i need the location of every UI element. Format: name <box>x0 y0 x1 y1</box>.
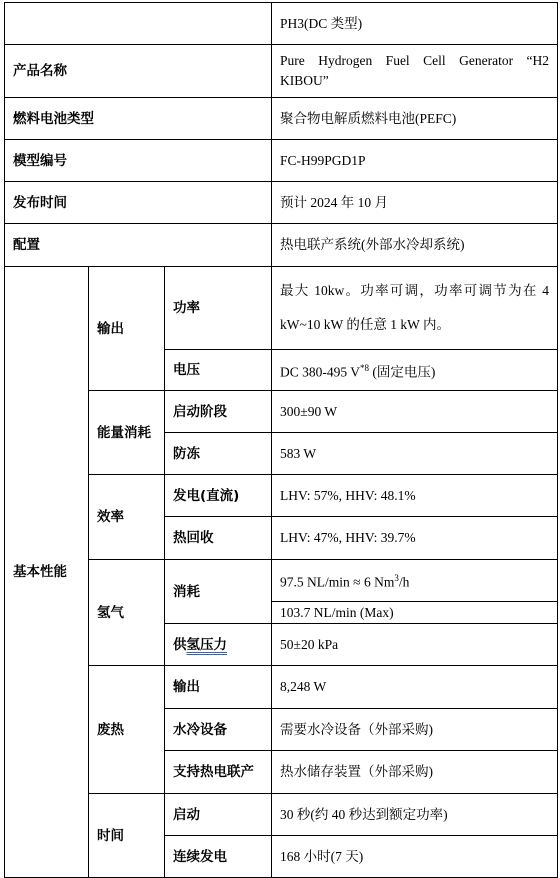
consumption-max-value: 103.7 NL/min (Max) <box>272 602 558 624</box>
spec-table <box>4 2 558 878</box>
antifreeze-value: 583 W <box>272 433 558 475</box>
configuration-value: 热电联产系统(外部水冷却系统) <box>272 224 558 267</box>
efficiency-group-label: 效率 <box>89 475 165 560</box>
continuous-generation-label: 连续发电 <box>165 836 272 878</box>
power-value: 最大 10kw。功率可调，功率可调节为在 4 kW~10 kW 的任意 1 kW 内。 <box>272 267 558 350</box>
heat-recovery-label: 热回收 <box>165 517 272 560</box>
table-row <box>5 182 558 224</box>
basic-performance-label: 基本性能 <box>5 267 89 878</box>
table-row <box>5 98 558 140</box>
fuel-cell-type-value: 聚合物电解质燃料电池(PEFC) <box>272 98 558 140</box>
voltage-value: DC 380-495 $V^{*8}$ (固定电压) <box>272 350 558 391</box>
continuous-generation-value: 168 小时(7 天) <box>272 836 558 878</box>
model-number-value: FC-H99PGD1P <box>272 140 558 182</box>
model-type-value: PH3(DC 类型) <box>272 3 558 45</box>
heat-output-value: 8,248 W <box>272 666 558 709</box>
antifreeze-label: 防冻 <box>165 433 272 475</box>
table-row <box>5 224 558 267</box>
table-row <box>5 140 558 182</box>
supply-pressure-label: 供氢压力 <box>165 624 272 666</box>
start-time-value: 30 秒(约 40 秒达到额定功率) <box>272 794 558 836</box>
table-row <box>5 267 558 350</box>
heat-recovery-value: LHV: 47%, HHV: 39.7% <box>272 517 558 560</box>
hydrogen-group-label: 氢气 <box>89 560 165 666</box>
cooling-equipment-value: 需要水冷设备（外部采购) <box>272 709 558 751</box>
time-group-label: 时间 <box>89 794 165 878</box>
product-name-value: Pure Hydrogen Fuel Cell Generator “H2 KIBOU” <box>272 45 558 98</box>
power-label: 功率 <box>165 267 272 350</box>
start-time-label: 启动 <box>165 794 272 836</box>
cooling-equipment-label: 水冷设备 <box>165 709 272 751</box>
configuration-label: 配置 <box>5 224 272 267</box>
fuel-cell-type-label: 燃料电池类型 <box>5 98 272 140</box>
dc-generation-label: 发电(直流) <box>165 475 272 517</box>
model-number-label: 模型编号 <box>5 140 272 182</box>
release-date-value: 预计 2024 年 10 月 <box>272 182 558 224</box>
startup-value: 300±90 W <box>272 391 558 433</box>
chp-support-label: 支持热电联产 <box>165 751 272 794</box>
output-group-label: 输出 <box>89 267 165 391</box>
energy-group-label: 能量消耗 <box>89 391 165 475</box>
chp-support-value: 热水储存装置（外部采购) <box>272 751 558 794</box>
consumption-label: 消耗 <box>165 560 272 624</box>
release-date-label: 发布时间 <box>5 182 272 224</box>
table-row <box>5 3 558 45</box>
voltage-label: 电压 <box>165 350 272 391</box>
blank-header-cell <box>5 3 272 45</box>
consumption-value: 97.5 NL/min ≈ 6 Nm$^3$/h <box>272 560 558 602</box>
startup-label: 启动阶段 <box>165 391 272 433</box>
waste-heat-group-label: 废热 <box>89 666 165 794</box>
supply-pressure-value: 50±20 kPa <box>272 624 558 666</box>
dc-generation-value: LHV: 57%, HHV: 48.1% <box>272 475 558 517</box>
table-row <box>5 45 558 98</box>
heat-output-label: 输出 <box>165 666 272 709</box>
product-name-label: 产品名称 <box>5 45 272 98</box>
